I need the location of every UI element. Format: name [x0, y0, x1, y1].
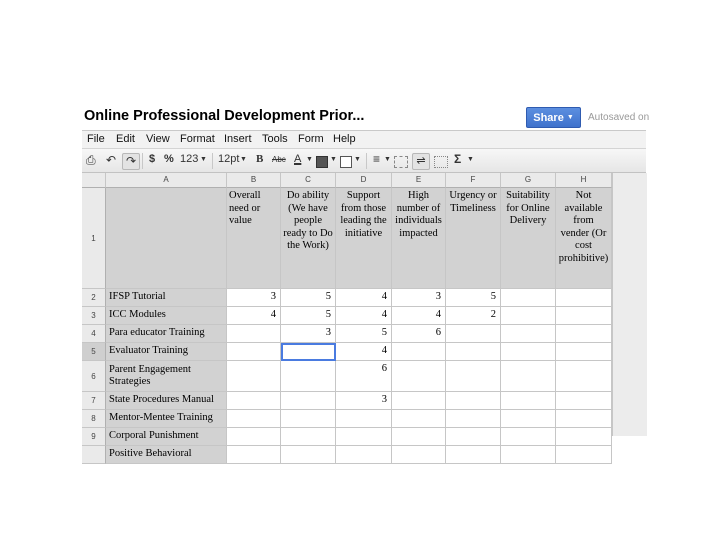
row-header[interactable]: 6: [82, 361, 106, 392]
score-cell[interactable]: [556, 428, 612, 446]
score-cell[interactable]: [227, 361, 281, 392]
score-cell[interactable]: [446, 428, 501, 446]
score-cell[interactable]: 4: [227, 307, 281, 325]
score-cell[interactable]: [392, 361, 446, 392]
grid-right-margin: [612, 173, 647, 436]
score-cell[interactable]: 2: [446, 307, 501, 325]
row-header[interactable]: 3: [82, 307, 106, 325]
row-label-cell[interactable]: [106, 392, 227, 410]
topic-label: Corporal Punishment: [109, 430, 199, 442]
select-all-corner[interactable]: [82, 173, 106, 188]
column-header-f[interactable]: F: [446, 173, 501, 188]
bold-button[interactable]: B: [256, 153, 264, 165]
score-cell[interactable]: [281, 343, 336, 361]
row-label-cell[interactable]: [106, 289, 227, 307]
score-cell[interactable]: [556, 410, 612, 428]
score-cell[interactable]: [392, 446, 446, 464]
row-label-cell[interactable]: [106, 410, 227, 428]
menu-tools[interactable]: Tools: [262, 133, 288, 145]
score-cell[interactable]: [501, 343, 556, 361]
score-cell[interactable]: [556, 361, 612, 392]
score-cell[interactable]: 5: [281, 289, 336, 307]
align-icon[interactable]: ≡: [373, 152, 381, 166]
menu-view[interactable]: View: [146, 133, 170, 145]
column-header-b[interactable]: B: [227, 173, 281, 188]
score-cell[interactable]: [227, 428, 281, 446]
score-cell[interactable]: [501, 446, 556, 464]
menu-form[interactable]: Form: [298, 133, 324, 145]
borders-icon[interactable]: [340, 156, 352, 168]
score-cell[interactable]: 4: [336, 343, 392, 361]
score-cell[interactable]: 3: [336, 392, 392, 410]
row-label-cell[interactable]: [106, 307, 227, 325]
chevron-down-icon: ▼: [467, 156, 474, 163]
document-title[interactable]: Online Professional Development Prior...: [84, 108, 365, 124]
score-cell[interactable]: [281, 446, 336, 464]
header-cell-b[interactable]: [227, 188, 281, 289]
row-label-cell[interactable]: [106, 428, 227, 446]
fill-color-icon[interactable]: [316, 156, 328, 168]
row-header[interactable]: 9: [82, 428, 106, 446]
topic-label: Mentor-Mentee Training: [109, 412, 213, 424]
score-cell[interactable]: [281, 392, 336, 410]
score-cell[interactable]: 5: [336, 325, 392, 343]
sum-icon[interactable]: Σ: [454, 152, 462, 166]
column-header-e[interactable]: E: [392, 173, 446, 188]
score-cell[interactable]: [281, 361, 336, 392]
toolbar-divider: [366, 153, 367, 169]
chevron-down-icon: ▼: [306, 156, 313, 163]
header-cell-d[interactable]: [336, 188, 392, 289]
column-header-a[interactable]: A: [106, 173, 227, 188]
topic-label: Para educator Training: [109, 327, 205, 339]
row-header[interactable]: 7: [82, 392, 106, 410]
wrap-text-icon[interactable]: ⇌: [412, 153, 430, 170]
score-cell[interactable]: [336, 410, 392, 428]
chevron-down-icon: ▼: [330, 156, 337, 163]
criteria-label: Overall need or value: [229, 190, 261, 226]
criteria-label: High number of individuals impacted: [395, 190, 442, 239]
chevron-down-icon: ▼: [384, 156, 391, 163]
percent-format-button[interactable]: %: [164, 153, 174, 165]
criteria-label: Urgency or Timeliness: [449, 190, 497, 214]
criteria-label: Support from those leading the initiative: [340, 190, 387, 239]
row-label-cell[interactable]: [106, 325, 227, 343]
score-cell[interactable]: [556, 392, 612, 410]
merge-cells-icon[interactable]: [394, 156, 408, 168]
header-cell-f[interactable]: [446, 188, 501, 289]
score-cell[interactable]: [446, 325, 501, 343]
score-cell[interactable]: 5: [446, 289, 501, 307]
row-header[interactable]: [82, 446, 106, 464]
criteria-label: Suitability for Online Delivery: [506, 190, 550, 226]
score-cell[interactable]: [227, 446, 281, 464]
redo-icon[interactable]: ↷: [122, 153, 140, 170]
score-cell[interactable]: [227, 325, 281, 343]
score-cell[interactable]: [446, 361, 501, 392]
score-cell[interactable]: [281, 410, 336, 428]
score-cell[interactable]: 4: [336, 307, 392, 325]
share-button-label: Share: [533, 111, 564, 124]
score-cell[interactable]: [392, 392, 446, 410]
column-header-g[interactable]: G: [501, 173, 556, 188]
toolbar-divider: [212, 153, 213, 169]
share-button[interactable]: [526, 107, 581, 128]
title-bar: [82, 104, 650, 130]
text-color-button[interactable]: A: [294, 153, 302, 165]
score-cell[interactable]: 4: [336, 289, 392, 307]
score-cell[interactable]: [556, 307, 612, 325]
chevron-down-icon: ▼: [240, 156, 247, 163]
score-cell[interactable]: [556, 325, 612, 343]
score-cell[interactable]: [446, 343, 501, 361]
score-cell[interactable]: [501, 361, 556, 392]
menu-help[interactable]: Help: [333, 133, 356, 145]
row-label-cell[interactable]: [106, 446, 227, 464]
header-cell-g[interactable]: [501, 188, 556, 289]
score-cell[interactable]: [336, 446, 392, 464]
freeze-icon[interactable]: [434, 156, 448, 168]
score-cell[interactable]: 3: [392, 289, 446, 307]
score-cell[interactable]: [501, 410, 556, 428]
score-cell[interactable]: [227, 392, 281, 410]
score-cell[interactable]: [556, 446, 612, 464]
undo-icon[interactable]: ↶: [106, 153, 117, 167]
criteria-label: Not available from vender (Or cost prohibitive): [558, 190, 609, 264]
toolbar: [82, 148, 646, 173]
header-cell-e[interactable]: [392, 188, 446, 289]
row-label-cell[interactable]: [106, 343, 227, 361]
header-cell-a[interactable]: [106, 188, 227, 289]
column-header-c[interactable]: C: [281, 173, 336, 188]
chevron-down-icon: ▼: [354, 156, 361, 163]
menu-bar: [82, 130, 646, 149]
column-header-d[interactable]: D: [336, 173, 392, 188]
strikethrough-button[interactable]: Abc: [272, 155, 286, 164]
topic-label: IFSP Tutorial: [109, 291, 166, 303]
print-icon[interactable]: ⎙: [86, 153, 96, 167]
spreadsheet-window: [82, 104, 650, 460]
topic-label: State Procedures Manual: [109, 394, 214, 406]
score-cell[interactable]: [281, 428, 336, 446]
column-header-h[interactable]: H: [556, 173, 612, 188]
score-cell[interactable]: [227, 410, 281, 428]
score-cell[interactable]: 3: [227, 289, 281, 307]
row-header[interactable]: 1: [82, 188, 106, 289]
currency-format-button[interactable]: $: [149, 153, 156, 165]
menu-format[interactable]: Format: [180, 133, 215, 145]
header-cell-c[interactable]: [281, 188, 336, 289]
score-cell[interactable]: [501, 428, 556, 446]
score-cell[interactable]: [556, 343, 612, 361]
row-header[interactable]: 2: [82, 289, 106, 307]
score-cell[interactable]: 6: [336, 361, 392, 392]
row-header[interactable]: 8: [82, 410, 106, 428]
score-cell[interactable]: [336, 428, 392, 446]
topic-label: Evaluator Training: [109, 345, 189, 357]
topic-label: ICC Modules: [109, 309, 166, 321]
font-size-dropdown[interactable]: 12pt: [218, 153, 240, 165]
score-cell[interactable]: 5: [281, 307, 336, 325]
criteria-label: Do ability (We have people ready to Do the Work): [283, 190, 333, 251]
menu-edit[interactable]: Edit: [116, 133, 135, 145]
score-cell[interactable]: [392, 428, 446, 446]
topic-label: Parent Engagement Strategies: [109, 363, 191, 387]
chevron-down-icon: ▼: [200, 156, 207, 163]
score-cell[interactable]: [501, 325, 556, 343]
score-cell[interactable]: [556, 289, 612, 307]
topic-label: Positive Behavioral: [109, 448, 192, 460]
row-header[interactable]: 4: [82, 325, 106, 343]
score-cell[interactable]: [227, 343, 281, 361]
score-cell[interactable]: [501, 307, 556, 325]
score-cell[interactable]: [392, 343, 446, 361]
score-cell[interactable]: [501, 289, 556, 307]
row-header[interactable]: 5: [82, 343, 106, 361]
autosave-status: Autosaved on: [588, 112, 650, 123]
score-cell[interactable]: 6: [392, 325, 446, 343]
menu-insert[interactable]: Insert: [224, 133, 252, 145]
score-cell[interactable]: [446, 410, 501, 428]
score-cell[interactable]: [446, 446, 501, 464]
score-cell[interactable]: [501, 392, 556, 410]
number-format-dropdown[interactable]: 123: [180, 153, 199, 165]
menu-file[interactable]: File: [87, 133, 105, 145]
score-cell[interactable]: 3: [281, 325, 336, 343]
row-label-cell[interactable]: [106, 361, 227, 392]
score-cell[interactable]: [392, 410, 446, 428]
score-cell[interactable]: 4: [392, 307, 446, 325]
toolbar-divider: [142, 153, 143, 169]
header-cell-h[interactable]: [556, 188, 612, 289]
score-cell[interactable]: [446, 392, 501, 410]
chevron-down-icon: ▼: [566, 114, 574, 121]
